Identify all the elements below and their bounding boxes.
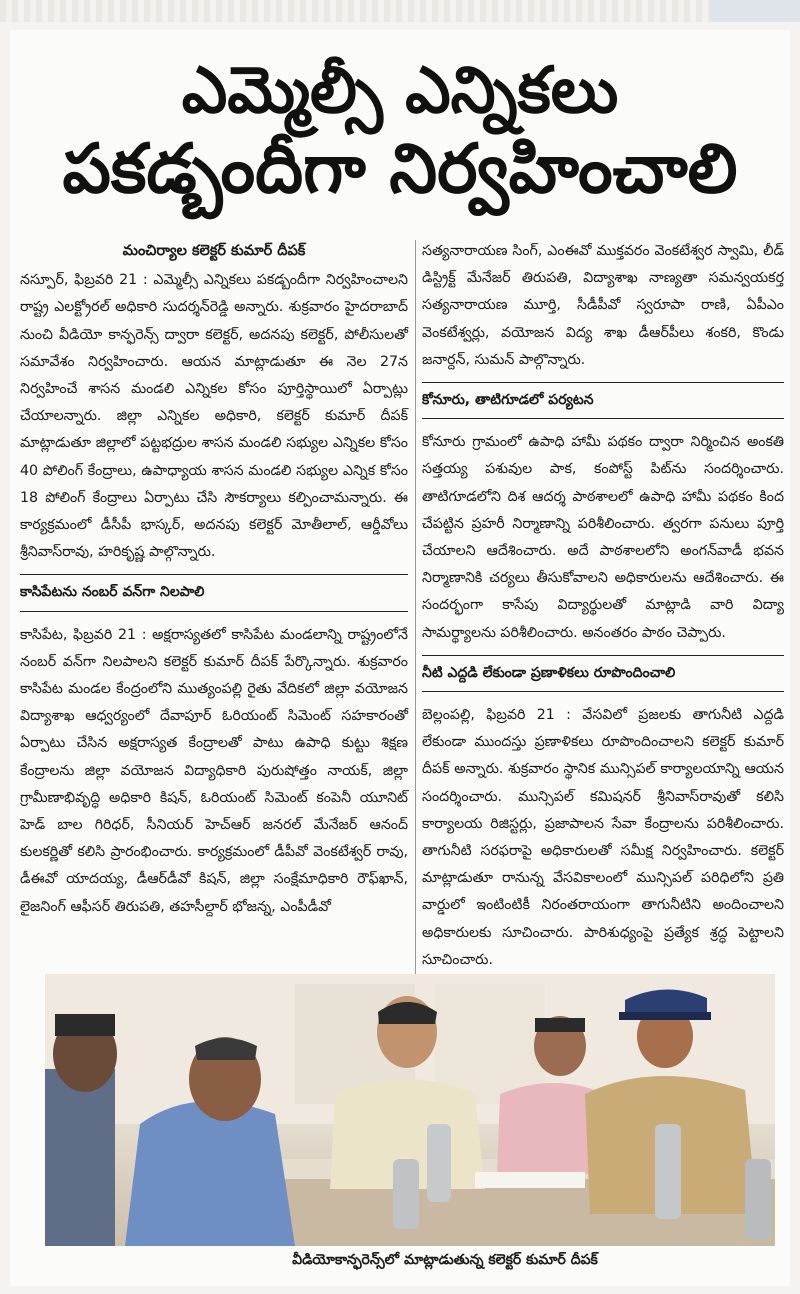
headline-line-1: ఎమ్మెల్సీ ఎన్నికలు — [181, 54, 619, 128]
headline — [10, 54, 790, 210]
article-paragraph: కోనూరు గ్రామంలో ఉపాధి హామీ పథకం ద్వారా నిర్మించిన అంకతి సత్తయ్య పశువుల పాక, కంపోస్ట్ పిట్‌ను సందర్శించారు. తాటిగూడలోని దిశ ఆదర్శ పాఠశాలలో ఉపాధి హామీ పథకం కింద చేపట్టిన ప్రహరీ నిర్మాణాన్ని పరిశీలించారు. త్వరగా పనులు పూర్తి చేయాలని ఆదేశించారు. అదే పాఠశాలలోని అంగన్‌వాడీ భవన నిర్మాణానికి చర్యలు తీసుకోవాలని అధికారులను ఆదేశించారు. ఈ సందర్భంగా కాసేపు విద్యార్థులతో మాట్లాడి వారి విద్యా సామర్థ్యాలను పరిశీలించారు. అనంతరం పాఠం చెప్పారు. — [422, 434, 784, 641]
subheading: కోనూరు, తాటిగూడలో పర్యటన — [422, 382, 784, 419]
top-strip — [0, 0, 800, 22]
subheading: కాసిపేటను నంబర్ వన్‌గా నిలపాలి — [20, 574, 408, 611]
column-divider — [415, 240, 416, 990]
newspaper-clipping — [10, 30, 790, 1286]
article-paragraph: సత్యనారాయణ సింగ్, ఎంఈవో ముక్తవరం వెంకటేశ్వర స్వామి, లీడ్ డిస్ట్రిక్ట్ మేనేజర్ తిరుపతి, విద్యాశాఖ నాణ్యతా సమన్వయకర్త సత్యనారాయణ మూర్తి, సీడీపీవో స్వరూపా రాణి, ఏపీఎం వెంకటేశ్వర్లు, వయోజన విద్య శాఖ డీఆర్‌పీలు శంకరి, కొండు జనార్దన్, సుమన్ పాల్గొన్నారు. — [422, 243, 784, 368]
byline: మంచిర్యాల కలెక్టర్ కుమార్ దీపక్ — [122, 243, 306, 259]
headline-line-2: పకడ్బందీగా నిర్వహించాలి — [62, 129, 738, 209]
right-column — [422, 238, 784, 974]
left-column — [20, 238, 408, 921]
subheading: నీటి ఎద్దడి లేకుండా ప్రణాళికలు రూపొందించాలి — [422, 655, 784, 692]
article-paragraph: కాసిపేట, ఫిబ్రవరి 21 : అక్షరాస్యతలో కాసిపేట మండలాన్ని రాష్ట్రంలోనే నంబర్ వన్‌గా నిలపాలని కలెక్టర్ కుమార్ దీపక్ పేర్కొన్నారు. శుక్రవారం కాసిపేట మండల కేంద్రంలోని ముత్యంపల్లి రైతు వేదికలో జిల్లా వయోజన విద్యాశాఖ ఆధ్వర్యంలో దేవాపూర్ ఓరియంట్ సిమెంట్ సహకారంతో ఏర్పాటు చేసిన అక్షరాస్యత కేంద్రాలతో పాటు ఉపాధి కుట్టు శిక్షణ కేంద్రాలను జిల్లా వయోజన విద్యాధికారి పురుషోత్తం నాయక్, జిల్లా గ్రామీణాభివృద్ధి అధికారి కిషన్, ఓరియంట్ సిమెంట్ కంపెనీ యూనిట్ హెడ్ బాల గిరిధర్, సీనియర్ హెచ్‌ఆర్ జనరల్ మేనేజర్ ఆనంద్ కులకర్ణితో కలిసి ప్రారంభించారు. కార్యక్రమంలో డీపీవో వెంకటేశ్వర్ రావు, డీఈవో యాదయ్య, డీఆర్‌డీవో కిషన్, జిల్లా సంక్షేమాధికారి రౌఫ్‌ఖాన్, లైజనింగ్ ఆఫీసర్ తిరుపతి, తహసీల్దార్ భోజన్న, ఎంపీడీవో — [20, 626, 408, 915]
article-paragraph: నస్పూర్, ఫిబ్రవరి 21 : ఎమ్మెల్సీ ఎన్నికలు పకడ్బందీగా నిర్వహించాలని రాష్ట్ర ఎలక్ట్రోరల్ అధికారి సుదర్శన్‌రెడ్డి అన్నారు. శుక్రవారం హైదరాబాద్ నుంచి వీడియో కాన్ఫరెన్స్ ద్వారా కలెక్టర్, అదనపు కలెక్టర్, పోలీసులతో సమావేశం నిర్వహించారు. ఆయన మాట్లాడుతూ ఈ నెల 27న నిర్వహించే శాసన మండలి ఎన్నికల కోసం పూర్తిస్థాయిలో ఏర్పాట్లు చేయాలన్నారు. జిల్లా ఎన్నికల అధికారి, కలెక్టర్ కుమార్ దీపక్ మాట్లాడుతూ జిల్లాలో పట్టభద్రుల శాసన మండలి సభ్యుల ఎన్నికల కోసం 40 పోలింగ్ కేంద్రాలు, ఉపాధ్యాయ శాసన మండలి సభ్యుల ఎన్నిక కోసం 18 పోలింగ్ కేంద్రాలు ఏర్పాటు చేసి సౌకర్యాలు కల్పించామన్నారు. ఈ కార్యక్రమంలో డీసీపీ భాస్కర్, అదనపు కలెక్టర్ మోతీలాల్, ఆర్డీవోలు శ్రీనివాస్‌రావు, హరికృష్ణ పాల్గొన్నారు. — [20, 272, 408, 561]
top-strip-tab — [710, 0, 800, 22]
photo-caption: వీడియోకాన్ఫరెన్స్‌లో మాట్లాడుతున్న కలెక్టర్ కుమార్ దీపక్ — [292, 1252, 598, 1268]
meeting-photo-illustration — [45, 974, 775, 1246]
news-photo — [45, 974, 775, 1246]
article-paragraph: బెల్లంపల్లి, ఫిబ్రవరి 21 : వేసవిలో ప్రజలకు తాగునీటి ఎద్దడి లేకుండా ముందస్తు ప్రణాళికలు రూపొందించాలని కలెక్టర్ కుమార్ దీపక్ అన్నారు. శుక్రవారం స్థానిక మున్సిపల్ కార్యాలయాన్ని ఆయన సందర్శించారు. మున్సిపల్ కమిషనర్ శ్రీనివాస్‌రావుతో కలిసి కార్యాలయ రిజిస్టర్లు, ప్రజాపాలన సేవా కేంద్రాలను పరిశీలించారు. తాగునీటి సరఫరాపై అధికారులతో సమీక్ష నిర్వహించారు. కలెక్టర్ మాట్లాడుతూ రానున్న వేసవికాలంలో మున్సిపల్ పరిధిలోని ప్రతి వార్డులో ఇంటింటికీ నిరంతరాయంగా తాగునీటిని అందించాలని అధికారులకు సూచించారు. పారిశుధ్యంపై ప్రత్యేక శ్రద్ధ పెట్టాలని సూచించారు. — [422, 707, 784, 968]
